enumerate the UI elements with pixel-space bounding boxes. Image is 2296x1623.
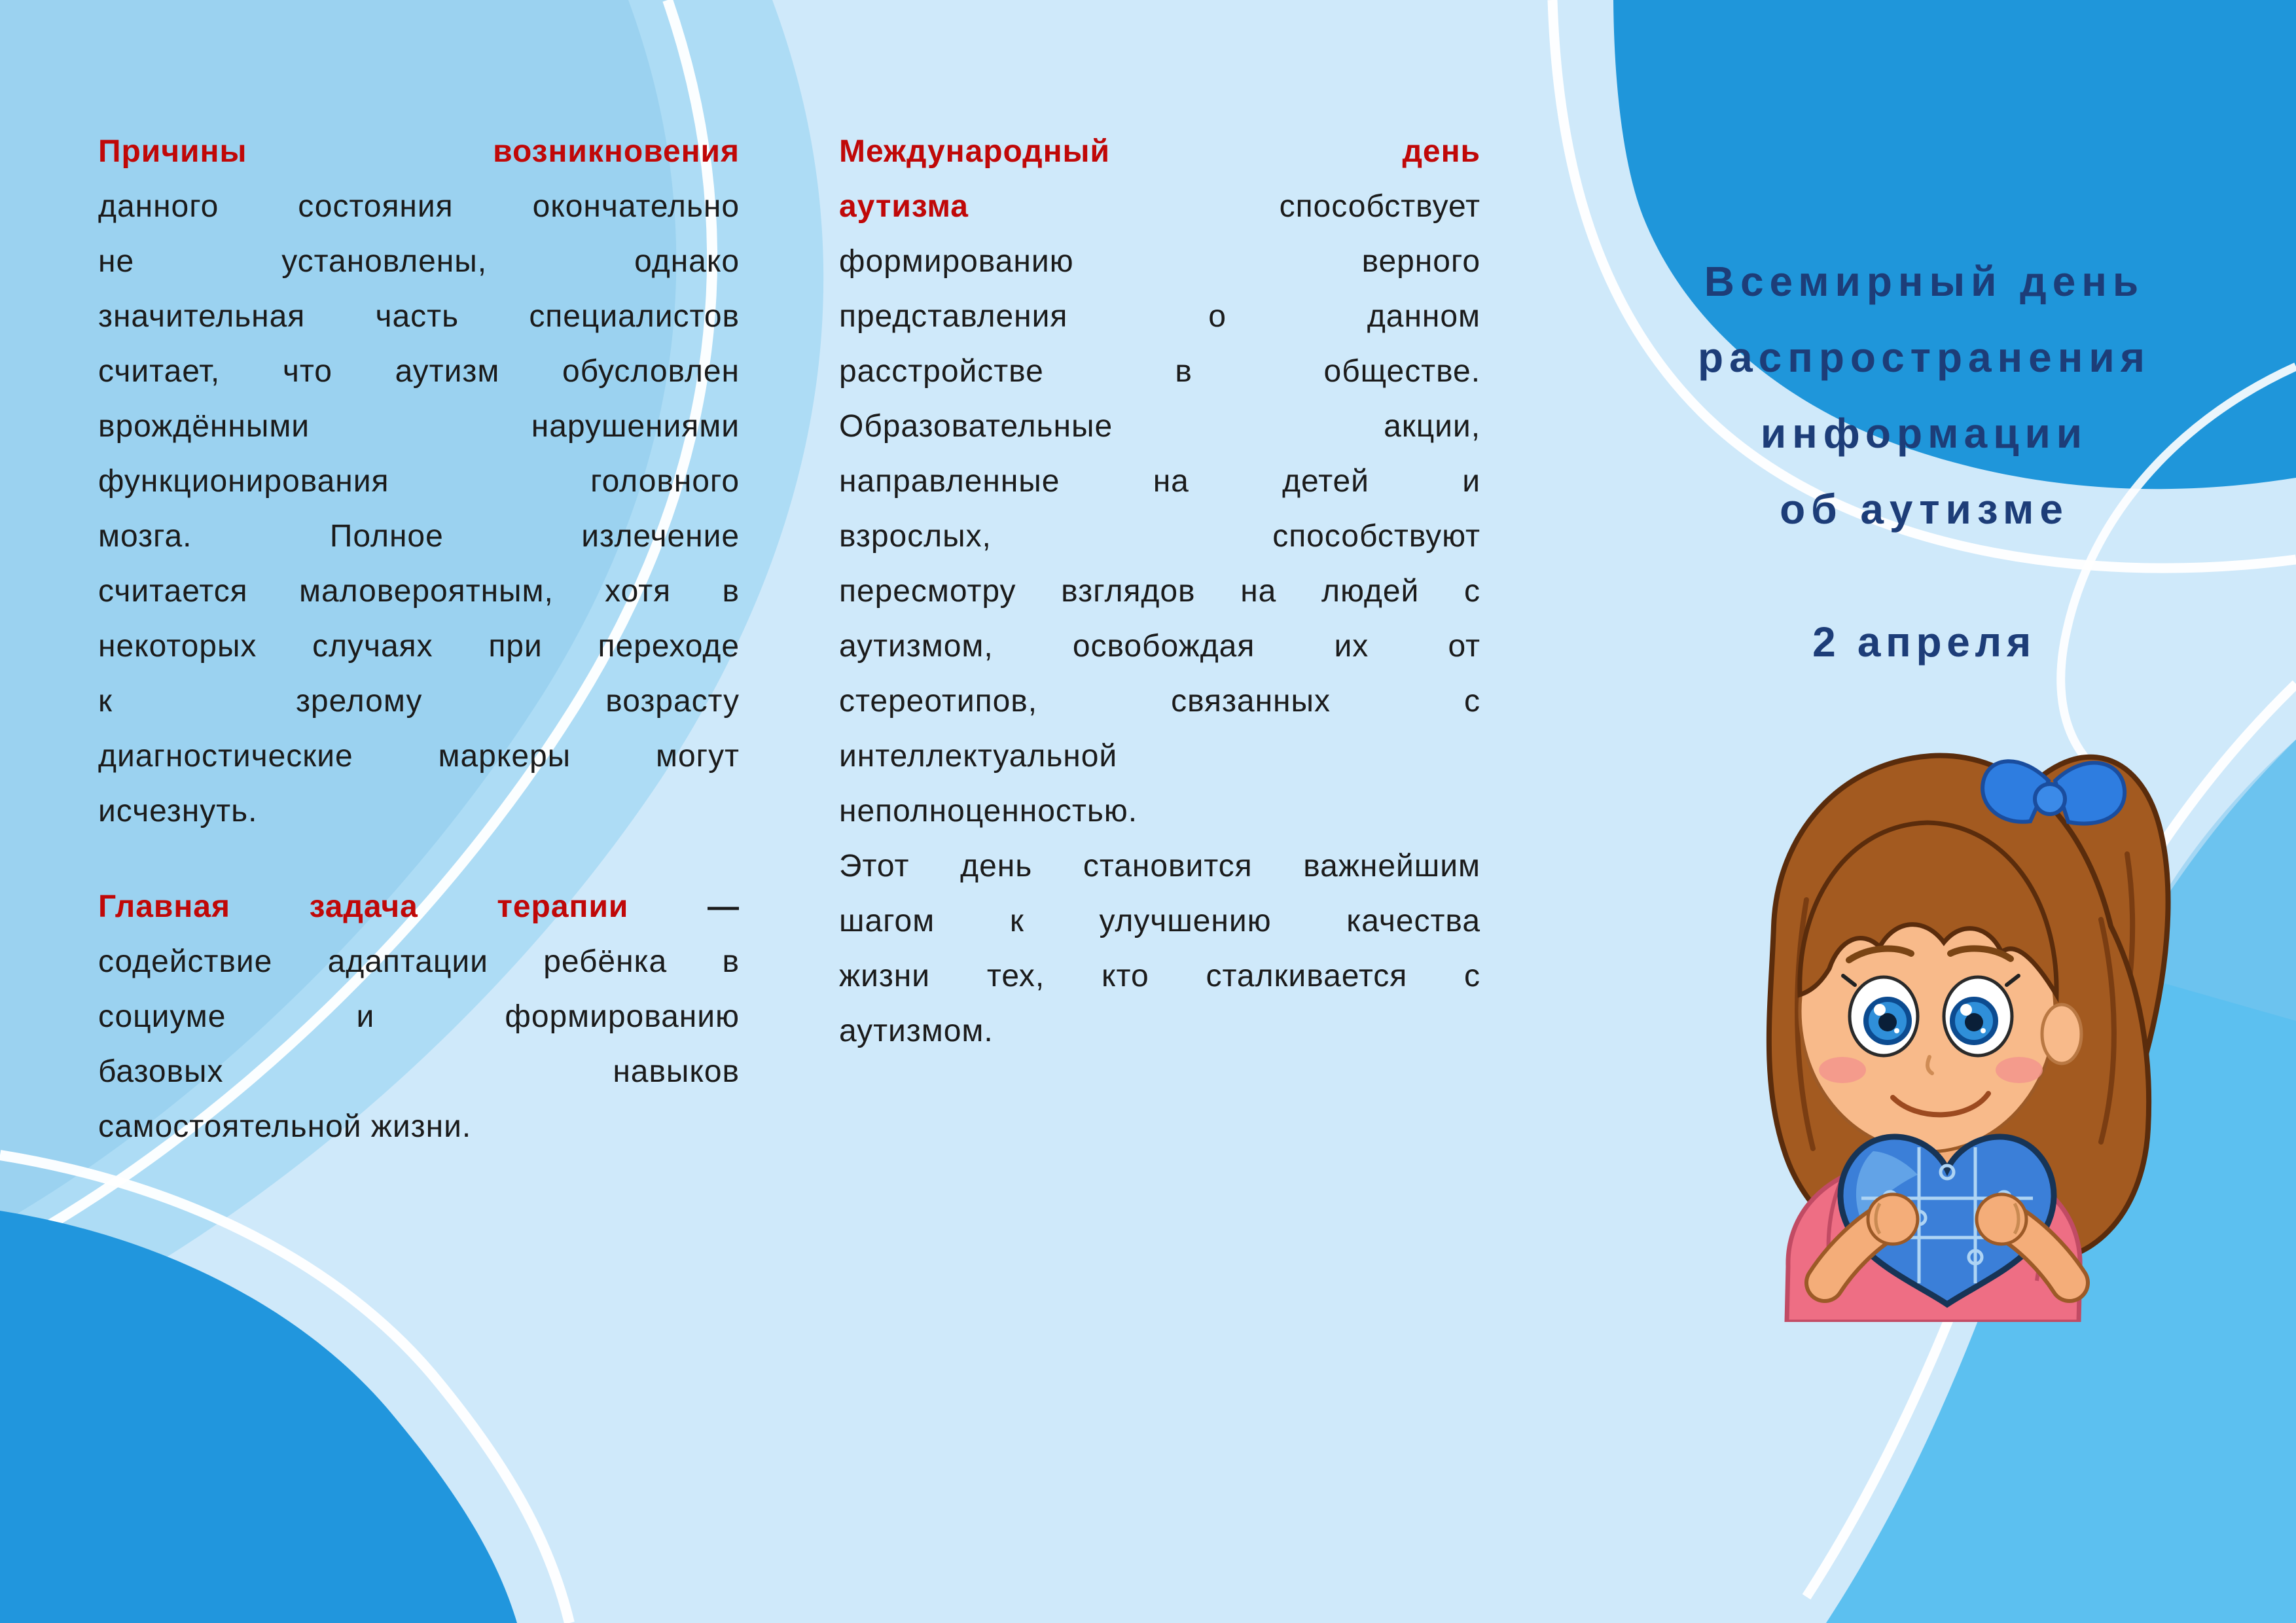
text-line: к зрелому возрасту	[98, 684, 740, 719]
column-international-day	[839, 124, 1480, 1059]
text-line: врождёнными нарушениями	[98, 409, 740, 444]
text-line: значительная часть специалистов	[98, 299, 740, 334]
text-line: социуме и формированию	[98, 999, 740, 1034]
text-line: некоторых случаях при переходе	[98, 629, 740, 664]
title-line: распространения	[1698, 334, 2151, 381]
text-line: Этот день становится важнейшим	[839, 849, 1480, 883]
ear	[2042, 1005, 2081, 1063]
lead-word: способствует	[1279, 189, 1480, 224]
heading-causes	[98, 124, 740, 179]
text-line: исчезнуть.	[98, 794, 258, 829]
heading-international-day-line2	[839, 179, 1480, 234]
text-line: содействие адаптации ребёнка в	[98, 944, 740, 979]
heading-autism-word: аутизма	[839, 189, 969, 224]
heading-international-day-text: Международный день	[839, 134, 1480, 169]
title-line: об аутизме	[1780, 486, 2069, 533]
text-line: взрослых, способствуют	[839, 519, 1480, 554]
text-line: формированию верного	[839, 244, 1480, 279]
title-line: информации	[1760, 410, 2089, 457]
text-line: считает, что аутизм обусловлен	[98, 354, 740, 389]
text-line: аутизмом.	[839, 1014, 994, 1048]
text-line: жизни тех, кто сталкивается с	[839, 959, 1480, 993]
text-line: пересмотру взглядов на людей с	[839, 574, 1480, 609]
heading-causes-text: Причины возникновения	[98, 134, 740, 169]
text-line: не установлены, однако	[98, 244, 740, 279]
text-line: шагом к улучшению качества	[839, 904, 1480, 938]
column-causes	[98, 124, 740, 1154]
title-line: Всемирный день	[1704, 258, 2145, 305]
text-line: неполноценностью.	[839, 794, 1138, 829]
text-line: представления о данном	[839, 299, 1480, 334]
event-date: 2 апреля	[1812, 618, 2036, 666]
blush	[1996, 1057, 2043, 1083]
text-line: самостоятельной жизни.	[98, 1109, 472, 1144]
paragraph-gap	[98, 839, 740, 880]
text-line: считается маловероятным, хотя в	[98, 574, 740, 609]
text-line: базовых навыков	[98, 1054, 740, 1089]
text-line: аутизмом, освобождая их от	[839, 629, 1480, 664]
text-line: стереотипов, связанных с	[839, 684, 1480, 719]
text-line: расстройстве в обществе.	[839, 354, 1480, 389]
text-line: функционирования головного	[98, 464, 740, 499]
text-line: направленные на детей и	[839, 464, 1480, 499]
girl-with-puzzle-heart-illustration	[1708, 704, 2186, 1322]
heading-therapy-dash: —	[708, 889, 740, 924]
text-line: диагностические маркеры могут	[98, 739, 740, 774]
heading-therapy	[98, 880, 740, 935]
text-line: мозга. Полное излечение	[98, 519, 740, 554]
heading-international-day-line1	[839, 124, 1480, 179]
text-line: данного состояния окончательно	[98, 189, 740, 224]
blush	[1819, 1057, 1866, 1083]
page-title	[1623, 243, 2225, 547]
text-line: Образовательные акции,	[839, 409, 1480, 444]
heading-therapy-text: Главная задача терапии	[98, 889, 629, 924]
text-line: интеллектуальной	[839, 739, 1118, 774]
